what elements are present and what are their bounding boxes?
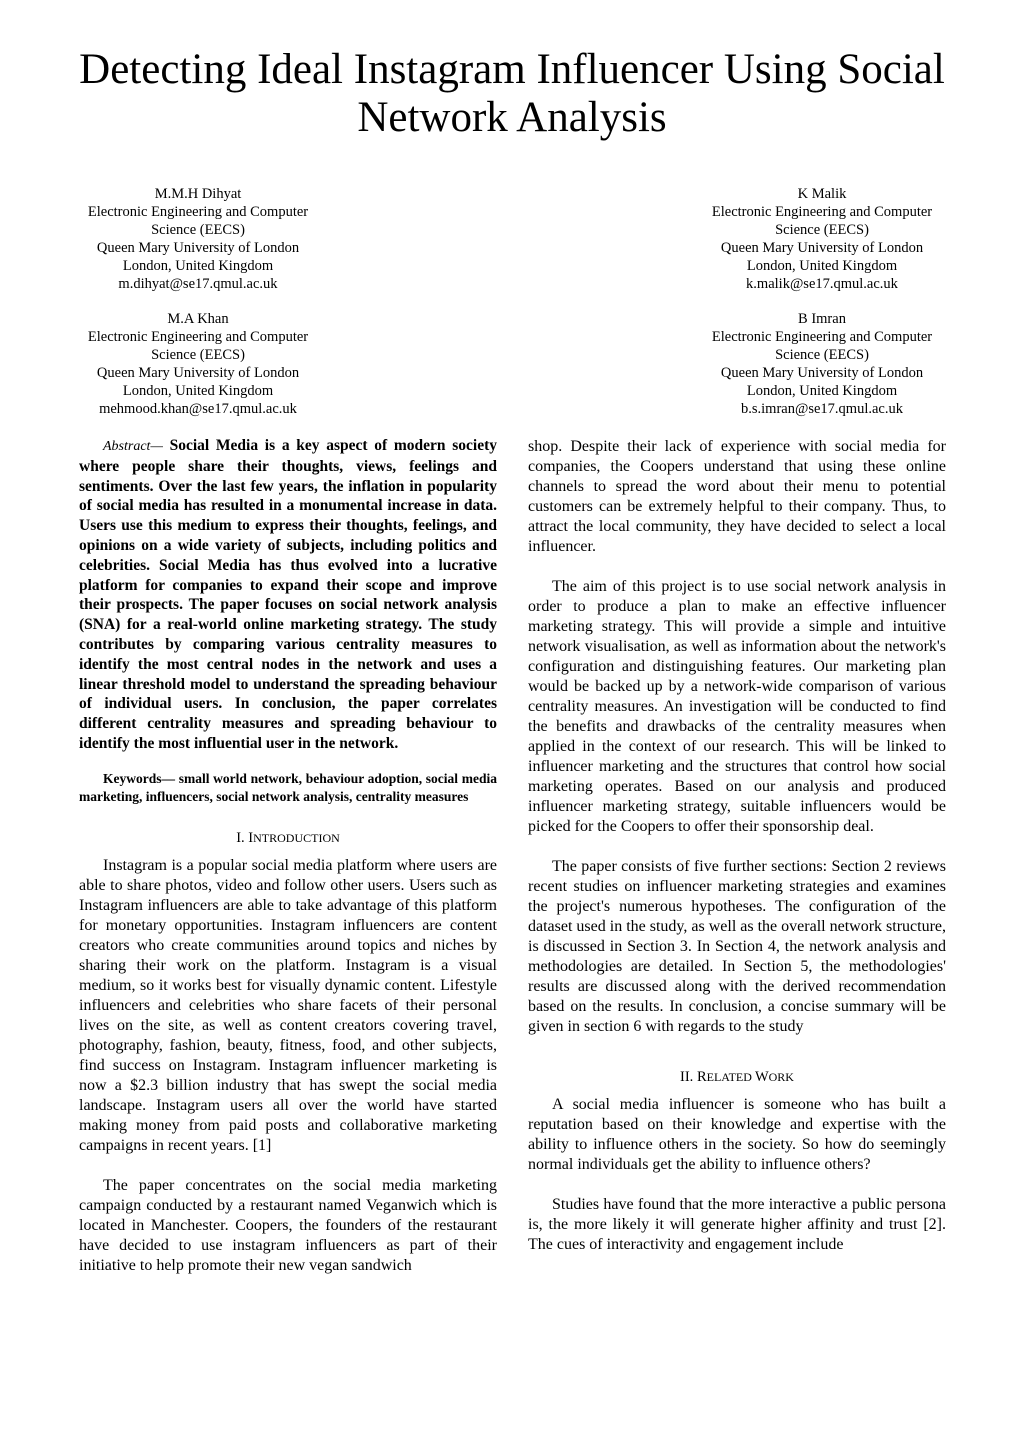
related-paragraph: A social media influencer is someone who has built a reputation based on their knowledge and expertise with the ability to influence others in the society. So how do seemingly normal individuals get the ability to influence others?: [528, 1096, 946, 1173]
author-block-4: [672, 310, 972, 418]
author-name: B Imran: [798, 311, 846, 327]
author-dept: Science (EECS): [775, 347, 869, 363]
section-heading-introduction: I. INTRODUCTION: [236, 829, 340, 846]
author-location: London, United Kingdom: [122, 258, 274, 274]
author-block-1: [48, 185, 348, 293]
keywords: [79, 770, 497, 806]
body-paragraph: The paper consists of five further sections: Section 2 reviews recent studies on influencer marketing strategies and examines the project's numerous hypotheses. The configuration of the dataset used in the study, as well as the overall network structure, is discussed in Section 3. In Section 4, the network analysis and methodologies are detailed. In Section 5, the methodologies' results are discussed along with the derived recommendation based on the results. In conclusion, a concise summary will be given in section 6 with regards to the study: [528, 858, 946, 1035]
author-email: b.s.imran@se17.qmul.ac.uk: [741, 401, 903, 417]
right-column: [528, 437, 946, 1255]
author-dept: Electronic Engineering and Computer: [87, 204, 309, 220]
author-email: mehmood.khan@se17.qmul.ac.uk: [99, 401, 297, 417]
left-column: [79, 436, 497, 1276]
abstract-lead: Abstract—: [103, 439, 163, 454]
author-email: m.dihyat@se17.qmul.ac.uk: [118, 276, 278, 292]
author-dept: Science (EECS): [151, 347, 245, 363]
paper-title: Detecting Ideal Instagram Influencer Using Social Network Analysis: [79, 46, 945, 141]
section-heading-related-work: II. RELATED WORK: [680, 1069, 794, 1085]
author-dept: Electronic Engineering and Computer: [711, 204, 933, 220]
author-dept: Electronic Engineering and Computer: [711, 329, 933, 345]
author-block-2: [672, 185, 972, 293]
abstract: [79, 436, 497, 754]
author-name: M.A Khan: [167, 311, 229, 327]
body-paragraph: shop. Despite their lack of experience with social media for companies, the Coopers understand that using these online channels to spread the word about their menu to potential customers can be extremely helpful to their company. Thus, to attract the local community, they have decided to select a local influencer.: [528, 438, 946, 555]
author-university: Queen Mary University of London: [96, 365, 300, 381]
author-university: Queen Mary University of London: [720, 365, 924, 381]
author-block-3: [48, 310, 348, 418]
author-dept: Science (EECS): [775, 222, 869, 238]
abstract-text: Social Media is a key aspect of modern society where people share their thoughts, views, feelings and sentiments. Over the last few years, the inflation in popularity of social media has resulted in a monumental increase in data. Users use this medium to express their thoughts, feelings, and opinions on a wide variety of subjects, including politics and celebrities. Social Media has thus evolved into a lucrative platform for companies to expand their scope and improve their prospects. The paper focuses on social network analysis (SNA) for a real-world online marketing strategy. The study contributes by comparing various centrality measures to identify the most central nodes in the network and uses a linear threshold model to understand the spreading behaviour of individual users. In conclusion, the paper correlates different centrality measures and spreading behaviour to identify the most influential user in the network.: [79, 437, 497, 752]
related-paragraph: Studies have found that the more interactive a public persona is, the more likely it will generate higher affinity and trust [2]. The cues of interactivity and engagement include: [528, 1196, 946, 1253]
author-dept: Science (EECS): [151, 222, 245, 238]
author-name: M.M.H Dihyat: [154, 186, 242, 202]
author-university: Queen Mary University of London: [720, 240, 924, 256]
author-location: London, United Kingdom: [746, 258, 898, 274]
author-email: k.malik@se17.qmul.ac.uk: [746, 276, 898, 292]
author-dept: Electronic Engineering and Computer: [87, 329, 309, 345]
author-university: Queen Mary University of London: [96, 240, 300, 256]
body-paragraph: The aim of this project is to use social network analysis in order to produce a plan to make an effective influencer marketing strategy. This will provide a simple and intuitive network visualisation, as well as information about the network's configuration and distinguishing features. Our marketing plan would be backed up by a network-wide comparison of various centrality measures. An investigation will be conducted to find the benefits and drawbacks of the centrality measures when applied in the context of our research. This will be linked to influencer marketing and the structures that control how social marketing operates. Based on our analysis and produced influencer marketing strategy, suitable influencers would be picked for the Coopers to offer their sponsorship deal.: [528, 578, 946, 835]
keywords-text: small world network, behaviour adoption, social media marketing, influencers, social network analysis, centrality measures: [79, 770, 497, 804]
intro-paragraph: Instagram is a popular social media platform where users are able to share photos, video and follow other users. Users such as Instagram influencers are able to take advantage of this platform for monetary opportunities. Instagram influencers are content creators who create communities around topics and niches by sharing their work on the platform. Instagram is a visual medium, so it works best for visually dynamic content. Lifestyle influencers and celebrities who share facets of their personal lives on the site, as well as content creators covering travel, photography, fashion, beauty, fitness, food, and other subjects, find success on Instagram. Instagram influencer marketing is now a $2.3 billion industry that has swept the social media landscape. Instagram users all over the world have started making money from paid posts and collaborative marketing campaigns in recent years. [1]: [79, 856, 497, 1154]
author-location: London, United Kingdom: [746, 383, 898, 399]
keywords-lead: Keywords—: [103, 770, 175, 786]
author-location: London, United Kingdom: [122, 383, 274, 399]
intro-paragraph: The paper concentrates on the social media marketing campaign conducted by a restaurant named Veganwich which is located in Manchester. Coopers, the founders of the restaurant have decided to use instagram influencers as part of their initiative to help promote their new vegan sandwich: [79, 1176, 497, 1274]
author-name: K Malik: [797, 186, 847, 202]
